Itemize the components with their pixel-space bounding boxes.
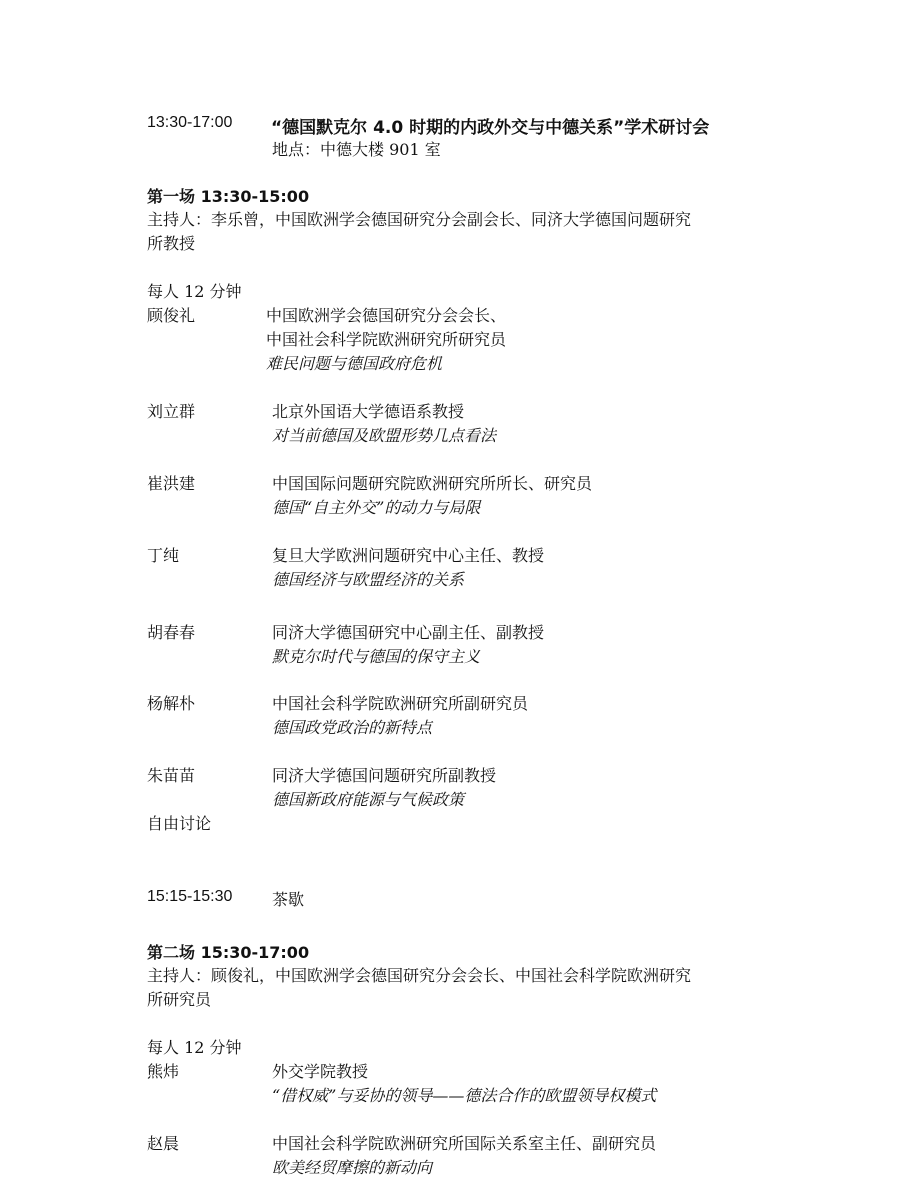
speaker-title: 外交学院教授 bbox=[272, 1062, 369, 1081]
session-1-heading: 第一场 13:30-15:00 bbox=[147, 187, 310, 206]
session-1-host-line2: 所教授 bbox=[147, 234, 196, 253]
speaker-title: 中国国际问题研究院欧洲研究所所长、研究员 bbox=[272, 474, 593, 493]
break-label: 茶歇 bbox=[272, 890, 305, 909]
speaker-topic: 默克尔时代与德国的保守主义 bbox=[272, 647, 481, 666]
speaker-title: 中国欧洲学会德国研究分会会长、 bbox=[266, 306, 507, 325]
speaker-title: 中国社会科学院欧洲研究所国际关系室主任、副研究员 bbox=[272, 1134, 657, 1153]
speaker-title: 同济大学德国问题研究所副教授 bbox=[272, 766, 497, 785]
speaker-title: 同济大学德国研究中心副主任、副教授 bbox=[272, 623, 545, 642]
speaker-topic: 德国政党政治的新特点 bbox=[272, 718, 433, 737]
speaker-title: 北京外国语大学德语系教授 bbox=[272, 402, 465, 421]
speaker-name: 杨解朴 bbox=[147, 694, 196, 713]
speaker-name: 胡春春 bbox=[147, 623, 196, 642]
speaker-name: 丁纯 bbox=[147, 546, 180, 565]
speaker-topic: 欧美经贸摩擦的新动向 bbox=[272, 1158, 433, 1177]
session-2-heading: 第二场 15:30-17:00 bbox=[147, 943, 310, 962]
session-2-per-person: 每人 12 分钟 bbox=[147, 1038, 242, 1057]
event-title: “德国默克尔 4.0 时期的内政外交与中德关系”学术研讨会 bbox=[271, 118, 710, 138]
speaker-name: 顾俊礼 bbox=[147, 306, 196, 325]
speaker-title: 复旦大学欧洲问题研究中心主任、教授 bbox=[272, 546, 545, 565]
session-1-host-line1: 主持人：李乐曾，中国欧洲学会德国研究分会副会长、同济大学德国问题研究 bbox=[147, 210, 692, 229]
speaker-topic: 德国“自主外交”的动力与局限 bbox=[272, 498, 481, 517]
speaker-topic: 难民问题与德国政府危机 bbox=[266, 354, 443, 373]
speaker-topic: 对当前德国及欧盟形势几点看法 bbox=[272, 426, 497, 445]
speaker-name: 熊炜 bbox=[147, 1062, 180, 1081]
speaker-name: 朱苗苗 bbox=[147, 766, 196, 785]
speaker-name: 崔洪建 bbox=[147, 474, 196, 493]
free-discussion: 自由讨论 bbox=[147, 814, 212, 833]
speaker-topic: 德国经济与欧盟经济的关系 bbox=[272, 570, 465, 589]
event-time: 13:30-17:00 bbox=[147, 114, 233, 131]
session-1-per-person: 每人 12 分钟 bbox=[147, 282, 242, 301]
speaker-name: 赵晨 bbox=[147, 1134, 180, 1153]
speaker-name: 刘立群 bbox=[147, 402, 196, 421]
speaker-title: 中国社会科学院欧洲研究所副研究员 bbox=[272, 694, 529, 713]
break-time: 15:15-15:30 bbox=[147, 888, 233, 905]
speaker-topic: “借权威”与妥协的领导——德法合作的欧盟领导权模式 bbox=[272, 1086, 657, 1105]
session-2-host-line1: 主持人：顾俊礼，中国欧洲学会德国研究分会会长、中国社会科学院欧洲研究 bbox=[147, 966, 692, 985]
speaker-topic: 德国新政府能源与气候政策 bbox=[272, 790, 465, 809]
speaker-title-line2: 中国社会科学院欧洲研究所研究员 bbox=[266, 330, 507, 349]
event-location: 地点：中德大楼 901 室 bbox=[272, 140, 441, 159]
session-2-host-line2: 所研究员 bbox=[147, 990, 212, 1009]
